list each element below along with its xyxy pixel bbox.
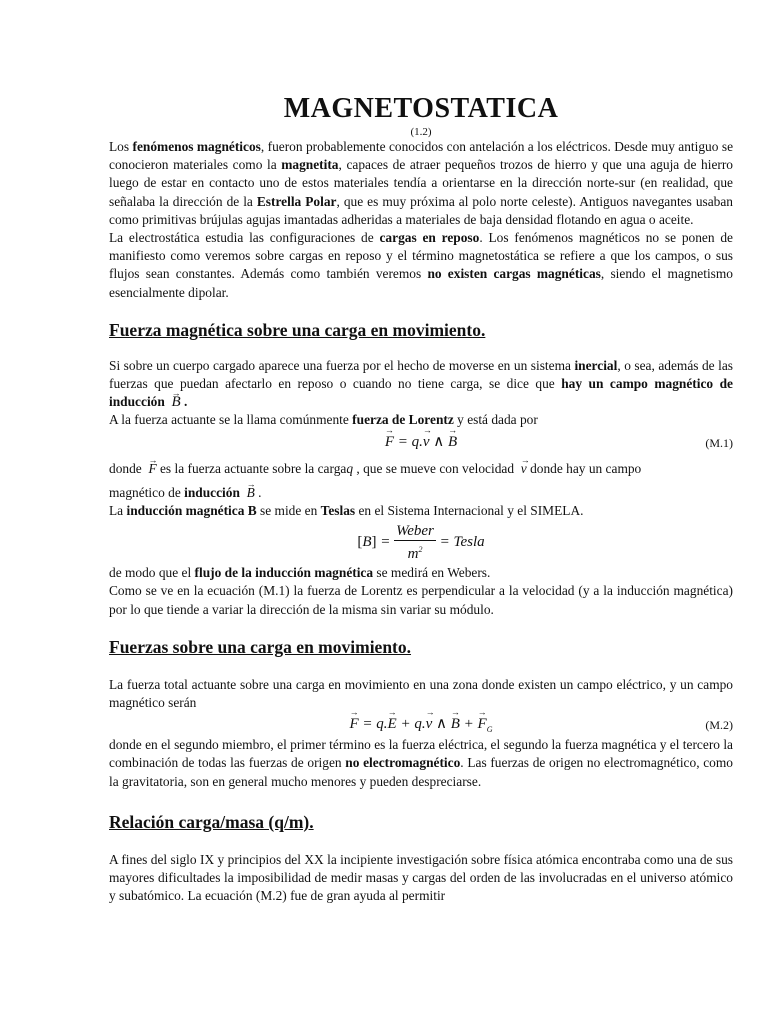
section1-paragraph-7: Como se ve en la ecuación (M.1) la fuerza de Lorentz es perpendicular a la velocidad (y a la inducción magnética) por lo que tiende a variar la dirección de la misma sin variar su módulo. xyxy=(109,583,733,617)
section-heading-fuerza-magnetica: Fuerza magnética sobre una carga en movimiento. xyxy=(109,319,486,340)
equation-number: (M.1) xyxy=(705,435,733,450)
intro-paragraph-2: La electrostática estudia las configuraciones de cargas en reposo. Los fenómenos magnéticos no se ponen de manifiesto como veremos sobre cargas en reposo y el término magnetostática se refiere a que los campos, o sus flujos sean constantes. Además como también veremos no existen cargas magnéticas, siendo el magnetismo esencialmente dipolar. xyxy=(109,230,733,300)
section1-paragraph-3: donde → F es la fuerza actuante sobre la cargaq , que se mueve con velocidad → v donde hay un campo xyxy=(109,460,733,478)
section-heading-fuerzas-carga: Fuerzas sobre una carga en movimiento. xyxy=(109,636,412,657)
section1-paragraph-1: Si sobre un cuerpo cargado aparece una fuerza por el hecho de moverse en un sistema inercial, o sea, además de las fuerzas que puedan afectarlo en reposo o cuando no tiene carga, se dice que hay un campo magnético de inducción → B . xyxy=(109,357,733,412)
equation-number: (M.2) xyxy=(705,718,733,733)
section2-paragraph-2: donde en el segundo miembro, el primer término es la fuerza eléctrica, el segundo la fuerza magnética y el tercero la combinación de todas las fuerzas de origen no electromagnético. Las fuerzas de origen no electromagnético, como la gravitatoria, son en general mucho menores y pueden despreciarse. xyxy=(109,737,733,789)
section2-paragraph-1: La fuerza total actuante sobre una carga en movimiento en una zona donde existen un campo eléctrico, y un campo magnético serán xyxy=(109,676,733,711)
section1-paragraph-5: La inducción magnética B se mide en Teslas en el Sistema Internacional y el SIMELA. xyxy=(109,503,584,519)
equation-tesla-unit: [B] = $\frac{\text{Weber}}{m^2}$ = Tesla xyxy=(357,523,485,563)
equation-total-force: → F = q.→ E + q.→ v ∧ → B + → $F_G$ (M.2) xyxy=(109,714,733,736)
intro-paragraph-1: Los fenómenos magnéticos, fueron probablemente conocidos con antelación a los eléctricos. Desde muy antiguo se conocieron materiales como la magnetita, capaces de atraer pequeños trozos de hierro y que una aguja de hierro luego de estar en contacto uno de estos materiales tendía a orientarse en la dirección norte-sur (en realidad, que señalaba la dirección de la Estrella Polar, que es muy próxima al polo norte celeste). Antiguos navegantes usaban como primitivas brújulas agujas imantadas adheridas a materiales de baja densidad flotando en agua o aceite. xyxy=(109,139,734,227)
section-heading-relacion-carga-masa: Relación carga/masa (q/m). xyxy=(109,811,314,832)
document-title: MAGNETOSTATICA xyxy=(283,93,559,124)
document-page xyxy=(109,88,733,905)
section1-paragraph-2: A la fuerza actuante se la llama comúnmente fuerza de Lorentz y está dada por xyxy=(109,412,538,428)
section1-paragraph-6: de modo que el flujo de la inducción magnética se medirá en Webers. xyxy=(109,565,491,581)
title-reference: (1.2) xyxy=(410,126,432,138)
equation-lorentz: → F = q.→ v ∧ → B (M.1) xyxy=(109,432,733,454)
section1-paragraph-4: magnético de inducción → B . xyxy=(109,484,733,502)
section3-paragraph-1: A fines del siglo IX y principios del XX la incipiente investigación sobre física atómica encontraba como una de sus mayores dificultades la imposibilidad de medir masas y cargas del orden de las involucradas en el universo atómico y subatómico. La ecuación (M.2) fue de gran ayuda al permitir xyxy=(109,851,733,904)
